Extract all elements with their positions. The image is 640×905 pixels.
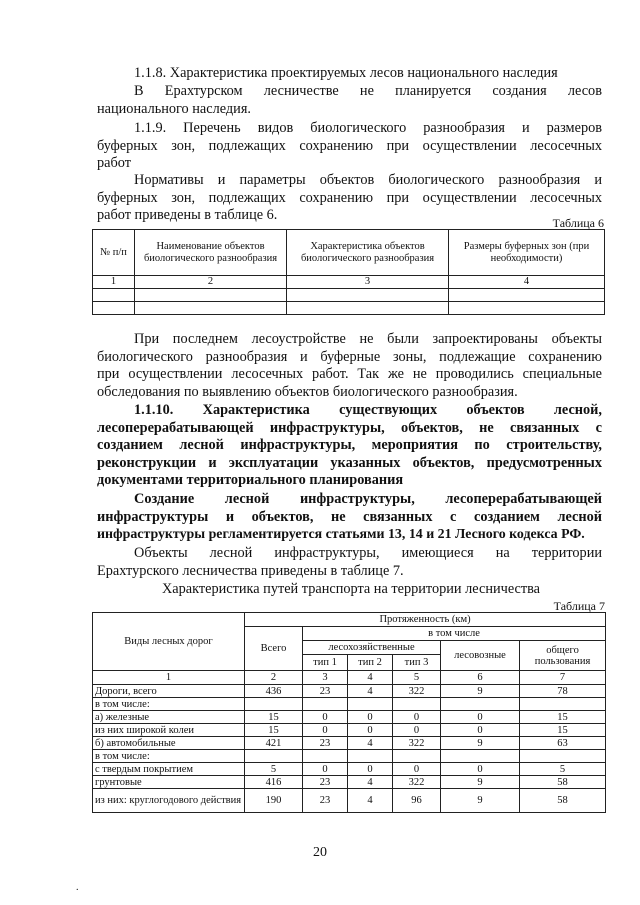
table-7-cell: 190 bbox=[245, 789, 303, 813]
table-7-cell: 436 bbox=[245, 685, 303, 698]
paragraph-line: Ерахтурского лесничества приведены в таблице 7. bbox=[97, 563, 404, 579]
table-7-number-cell: 3 bbox=[303, 671, 348, 685]
table-7-row-label: а) железные bbox=[93, 711, 245, 724]
paragraph-line: инфраструктуры и объектов, не связанных с созданием лесной bbox=[97, 509, 602, 525]
table-7-row bbox=[93, 711, 606, 724]
table-7-number-cell: 1 bbox=[93, 671, 245, 685]
table-7-cell bbox=[303, 698, 348, 711]
word: создания bbox=[492, 83, 547, 99]
section-1-1-10-title-line-3: созданием лесной инфраструктуры, мероприятия по строительству, bbox=[97, 437, 602, 453]
section-1-1-10-title-line-5: документами территориального планирования bbox=[97, 472, 404, 488]
table-7-row bbox=[93, 763, 606, 776]
word: лесничестве bbox=[263, 83, 339, 99]
table-7-row-label: с твердым покрытием bbox=[93, 763, 245, 776]
table-7-cell: 0 bbox=[348, 711, 393, 724]
table-6-header-cell: Характеристика объектов биологического разнообразия bbox=[287, 230, 449, 276]
table-6-empty-row bbox=[93, 302, 605, 315]
section-1-1-8-paragraph-line-2: национального наследия. bbox=[97, 101, 251, 117]
word: планируется bbox=[395, 83, 472, 99]
table-7-cell: 4 bbox=[348, 789, 393, 813]
table-7-cell: 0 bbox=[303, 763, 348, 776]
table-7-cell: 0 bbox=[348, 763, 393, 776]
table-7-caption: Таблица 7 bbox=[553, 599, 605, 613]
section-1-1-8-paragraph-line-1 bbox=[134, 83, 602, 100]
table-7-cell bbox=[303, 750, 348, 763]
table-7-cell: 0 bbox=[441, 724, 520, 737]
table-7-header-type1: тип 1 bbox=[303, 655, 348, 671]
table-6-number-cell: 1 bbox=[93, 276, 135, 289]
table-7 bbox=[92, 612, 606, 813]
table-7-number-cell: 6 bbox=[441, 671, 520, 685]
word: не bbox=[359, 83, 374, 99]
word: лесов bbox=[567, 83, 602, 99]
table-7-header-type3: тип 3 bbox=[393, 655, 441, 671]
table-7-row-label: б) автомобильные bbox=[93, 737, 245, 750]
table-7-number-cell: 7 bbox=[520, 671, 606, 685]
table-7-cell: 63 bbox=[520, 737, 606, 750]
table-7-cell bbox=[393, 750, 441, 763]
table-6 bbox=[92, 229, 605, 315]
table-7-cell: 15 bbox=[520, 724, 606, 737]
table-7-header-public: общего пользования bbox=[520, 641, 606, 671]
table-7-header-total: Всего bbox=[245, 627, 303, 671]
table-7-cell: 5 bbox=[520, 763, 606, 776]
table-7-row-label: в том числе: bbox=[93, 750, 245, 763]
table-7-cell: 4 bbox=[348, 685, 393, 698]
table-7-row-label: грунтовые bbox=[93, 776, 245, 789]
table-7-cell: 0 bbox=[393, 724, 441, 737]
table-7-cell: 0 bbox=[393, 763, 441, 776]
table-7-cell: 322 bbox=[393, 737, 441, 750]
table-7-cell: 96 bbox=[393, 789, 441, 813]
table-7-cell: 23 bbox=[303, 737, 348, 750]
table-7-cell bbox=[520, 698, 606, 711]
table-7-cell: 0 bbox=[303, 711, 348, 724]
table-7-header-including: в том числе bbox=[303, 627, 606, 641]
table-6-number-cell: 2 bbox=[135, 276, 287, 289]
table-7-cell: 9 bbox=[441, 685, 520, 698]
table-7-number-cell: 2 bbox=[245, 671, 303, 685]
paragraph-line: биологического разнообразия и буферные зоны, подлежащие сохранению bbox=[97, 349, 602, 365]
table-7-cell bbox=[441, 698, 520, 711]
table-7-cell: 58 bbox=[520, 776, 606, 789]
page-number: 20 bbox=[313, 845, 327, 860]
word: Ерахтурском bbox=[164, 83, 243, 99]
section-1-1-8-title: 1.1.8. Характеристика проектируемых лесов национального наследия bbox=[134, 65, 558, 81]
table-7-header-length: Протяженность (км) bbox=[245, 613, 606, 627]
table-7-row-label: Дороги, всего bbox=[93, 685, 245, 698]
table-7-row bbox=[93, 724, 606, 737]
table-7-body bbox=[93, 685, 606, 813]
table-6-number-cell: 3 bbox=[287, 276, 449, 289]
table-7-cell: 322 bbox=[393, 776, 441, 789]
section-1-1-9-title-line-2: буферных зон, подлежащих сохранению при осуществлении лесосечных bbox=[97, 138, 602, 154]
table-7-cell: 0 bbox=[393, 711, 441, 724]
table-7-cell: 23 bbox=[303, 685, 348, 698]
table-7-cell: 416 bbox=[245, 776, 303, 789]
section-1-1-10-title-line-4: реконструкции и эксплуатации указанных объектов, предусмотренных bbox=[97, 455, 602, 471]
table-7-cell bbox=[348, 698, 393, 711]
table-7-row bbox=[93, 776, 606, 789]
table-6-caption: Таблица 6 bbox=[552, 216, 604, 230]
table-7-number-cell: 5 bbox=[393, 671, 441, 685]
table-7-cell bbox=[441, 750, 520, 763]
table-7-cell: 322 bbox=[393, 685, 441, 698]
section-1-1-9-title-line-3: работ bbox=[97, 155, 131, 171]
table-7-cell: 0 bbox=[348, 724, 393, 737]
table-7-cell: 0 bbox=[441, 763, 520, 776]
table-7-cell: 4 bbox=[348, 776, 393, 789]
table-7-row-label: из них: круглогодового действия bbox=[93, 789, 245, 813]
section-1-1-9-title-line-1: 1.1.9. Перечень видов биологического разнообразия и размеров bbox=[134, 120, 602, 136]
table-6-empty-row bbox=[93, 289, 605, 302]
table-7-cell bbox=[393, 698, 441, 711]
table-7-cell: 9 bbox=[441, 776, 520, 789]
table-7-header-type2: тип 2 bbox=[348, 655, 393, 671]
word: В bbox=[134, 83, 144, 99]
paragraph-line: обследования по выявлению объектов биологического разнообразия. bbox=[97, 384, 518, 400]
table-6-number-row bbox=[93, 276, 605, 289]
table-7-number-row bbox=[93, 671, 606, 685]
table-7-header-row bbox=[93, 613, 606, 627]
table-7-row bbox=[93, 750, 606, 763]
table-7-header-forestry: лесохозяйственные bbox=[303, 641, 441, 655]
table-7-cell bbox=[520, 750, 606, 763]
table-7-cell: 15 bbox=[245, 711, 303, 724]
paragraph-line: Объекты лесной инфраструктуры, имеющиеся на территории bbox=[134, 545, 602, 561]
table-7-cell: 5 bbox=[245, 763, 303, 776]
table-6-header-row bbox=[93, 230, 605, 276]
table-7-header-logging: лесовозные bbox=[441, 641, 520, 671]
table-7-cell: 23 bbox=[303, 789, 348, 813]
table-7-cell bbox=[245, 698, 303, 711]
paragraph-line: При последнем лесоустройстве не были запроектированы объекты bbox=[134, 331, 602, 347]
table-7-cell: 15 bbox=[520, 711, 606, 724]
table-7-row-label: в том числе: bbox=[93, 698, 245, 711]
table-7-cell bbox=[245, 750, 303, 763]
table-6-header-cell: Наименование объектов биологического разнообразия bbox=[135, 230, 287, 276]
table-6-header-cell: Размеры буферных зон (при необходимости) bbox=[449, 230, 605, 276]
table-7-cell: 9 bbox=[441, 737, 520, 750]
table-6-number-cell: 4 bbox=[449, 276, 605, 289]
stray-mark: . bbox=[76, 882, 79, 893]
table-6-header-cell: № п/п bbox=[93, 230, 135, 276]
table-7-number-cell: 4 bbox=[348, 671, 393, 685]
section-1-1-10-title-line-1: 1.1.10. Характеристика существующих объектов лесной, bbox=[134, 402, 602, 418]
norms-paragraph-line-1: Нормативы и параметры объектов биологического разнообразия и bbox=[134, 172, 602, 188]
table-7-row bbox=[93, 789, 606, 813]
table-7-row bbox=[93, 685, 606, 698]
table-7-row-label: из них широкой колеи bbox=[93, 724, 245, 737]
table-7-row bbox=[93, 698, 606, 711]
norms-paragraph-line-3: работ приведены в таблице 6. bbox=[97, 207, 278, 223]
section-1-1-10-title-line-2: лесоперерабатывающей инфраструктуры, объектов, не связанных с bbox=[97, 420, 602, 436]
table-7-row bbox=[93, 737, 606, 750]
table-7-cell: 9 bbox=[441, 789, 520, 813]
table-7-cell: 78 bbox=[520, 685, 606, 698]
paragraph-line: при осуществлении лесосечных работ. Так же не проводились специальные bbox=[97, 366, 602, 382]
table-7-cell: 15 bbox=[245, 724, 303, 737]
paragraph-line: инфраструктуры регламентируется статьями 13, 14 и 21 Лесного кодекса РФ. bbox=[97, 527, 585, 542]
table-7-cell: 421 bbox=[245, 737, 303, 750]
table-7-title: Характеристика путей транспорта на территории лесничества bbox=[161, 581, 541, 597]
paragraph-line: Создание лесной инфраструктуры, лесоперерабатывающей bbox=[134, 491, 602, 507]
table-7-cell bbox=[348, 750, 393, 763]
norms-paragraph-line-2: буферных зон, подлежащих сохранению при осуществлении лесосечных bbox=[97, 190, 602, 206]
table-7-cell: 0 bbox=[441, 711, 520, 724]
table-7-cell: 58 bbox=[520, 789, 606, 813]
table-7-cell: 4 bbox=[348, 737, 393, 750]
table-7-cell: 23 bbox=[303, 776, 348, 789]
table-7-cell: 0 bbox=[303, 724, 348, 737]
table-7-header-types: Виды лесных дорог bbox=[93, 613, 245, 671]
